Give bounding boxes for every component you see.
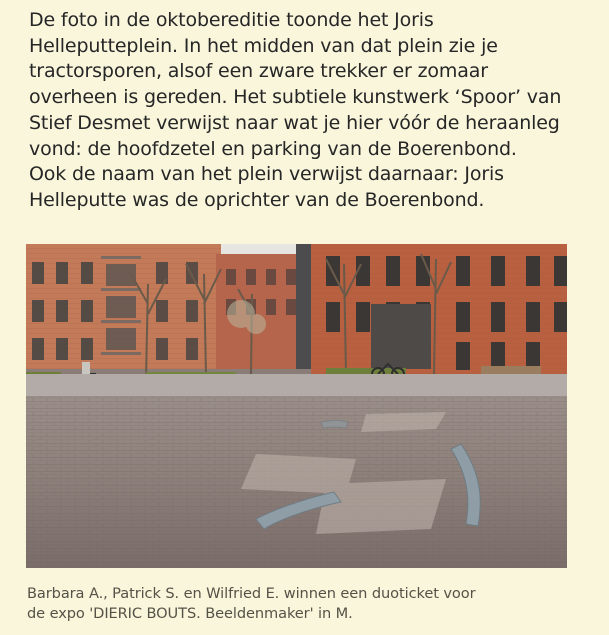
article-line: vond: de hoofdzetel en parking van de Boerenbond.	[29, 137, 517, 160]
article-line: tractorsporen, alsof een zware trekker er zomaar	[29, 60, 488, 83]
left-building	[26, 244, 221, 369]
article-line: Ook de naam van het plein verwijst daarnaar: Joris	[29, 163, 504, 186]
square-photo-illustration	[26, 244, 567, 568]
article-line: Helleputteplein. In het midden van dat plein zie je	[29, 34, 498, 57]
article-line: overheen is gereden. Het subtiele kunstwerk ‘Spoor’ van	[29, 86, 562, 109]
caption-line: de expo 'DIERIC BOUTS. Beeldenmaker' in M.	[27, 605, 353, 622]
article-paragraph	[29, 8, 589, 214]
article-line: Stief Desmet verwijst naar wat je hier vóór de heraanleg	[29, 111, 560, 134]
article-line: De foto in de oktobereditie toonde het Joris	[29, 9, 434, 31]
photo-caption	[27, 584, 587, 624]
article-line: Helleputte was de oprichter van de Boerenbond.	[29, 188, 485, 211]
right-building	[311, 244, 567, 374]
caption-line: Barbara A., Patrick S. en Wilfried E. winnen een duoticket voor	[27, 585, 476, 602]
square-photo	[26, 244, 567, 568]
